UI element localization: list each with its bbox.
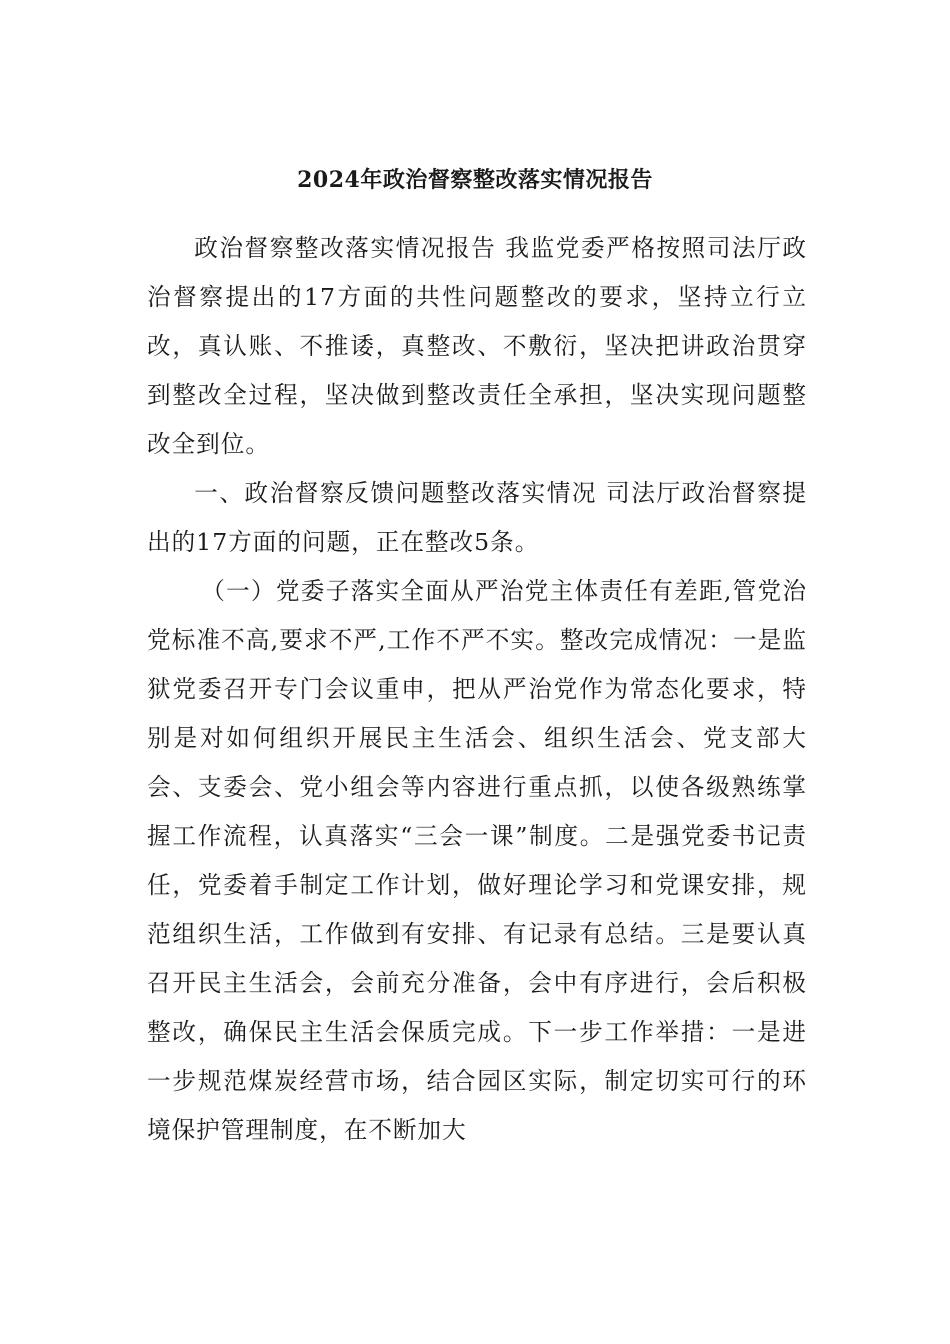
paragraph-intro: 政治督察整改落实情况报告 我监党委严格按照司法厅政治督察提出的17方面的共性问题整改的要求，坚持立行立改，真认账、不推诿，真整改、不敷衍，坚决把讲政治贯穿到整改全过程，坚决做到整改责任全承担，坚决实现问题整改全到位。 bbox=[147, 234, 807, 458]
paragraph-item-one: （一）党委子落实全面从严治党主体责任有差距,管党治党标准不高,要求不严,工作不严不实。整改完成情况：一是监狱党委召开专门会议重申，把从严治党作为常态化要求，特别是对如何组织开展民主生活会、组织生活会、党支部大会、支委会、党小组会等内容进行重点抓，以使各级熟练掌握工作流程，认真落实“三会一课”制度。二是强党委书记责任，党委着手制定工作计划，做好理论学习和党课安排，规范组织生活，工作做到有安排、有记录有总结。三是要认真召开民主生活会，会前充分准备，会中有序进行，会后积极整改，确保民主生活会保质完成。下一步工作举措：一是进一步规范煤炭经营市场，结合园区实际，制定切实可行的环境保护管理制度，在不断加大 bbox=[147, 577, 807, 1144]
document-body bbox=[147, 224, 807, 1155]
paragraph-section-one: 一、政治督察反馈问题整改落实情况 司法厅政治督察提出的17方面的问题，正在整改5条。 bbox=[147, 479, 807, 556]
document-title: 2024年政治督察整改落实情况报告 bbox=[297, 167, 653, 193]
